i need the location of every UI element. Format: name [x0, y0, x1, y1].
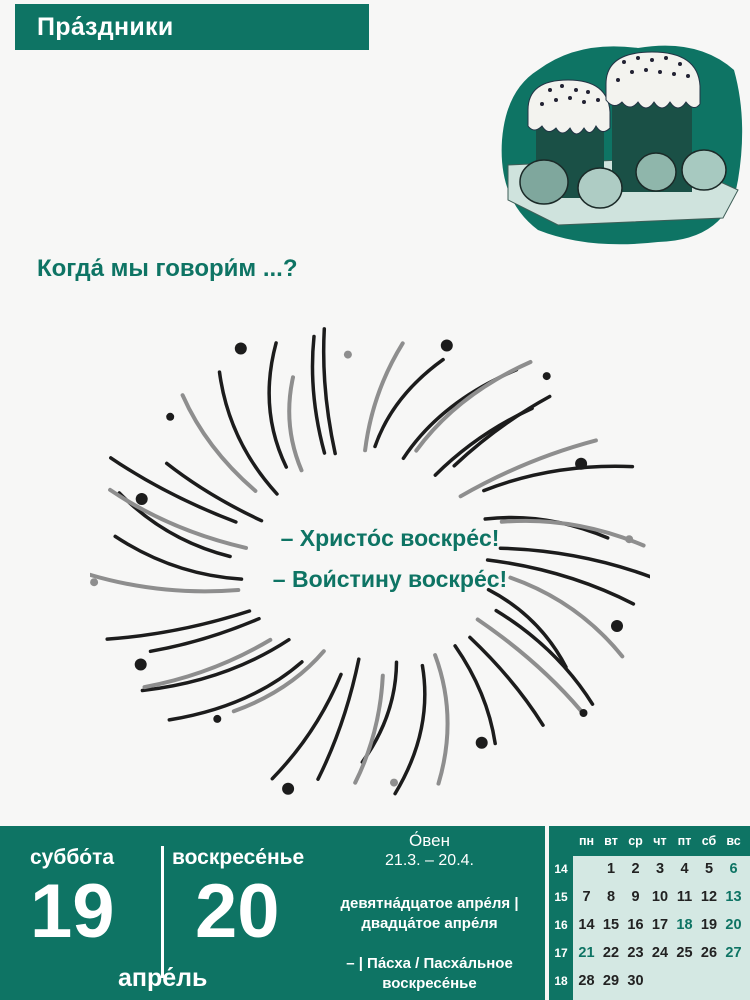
holiday-names — [322, 954, 537, 994]
weekday-header: сб — [701, 834, 717, 848]
calendar-day: 1 — [606, 861, 616, 877]
mini-calendar — [549, 826, 750, 1000]
zodiac-sign: О́вен — [409, 831, 450, 850]
burst-dot — [625, 535, 633, 543]
burst-ray — [496, 611, 592, 705]
date-names-line-1: девятна́дцатое апре́ля | — [340, 895, 519, 912]
calendar-grid — [573, 856, 750, 1000]
week-number: 15 — [554, 890, 568, 904]
calendar-day: 17 — [651, 917, 669, 933]
burst-dot — [476, 737, 488, 749]
month-label: апре́ль — [118, 964, 208, 992]
calendar-day: 8 — [606, 889, 616, 905]
calendar-day: 15 — [602, 917, 620, 933]
burst-dot — [213, 715, 221, 723]
calendar-day: 14 — [578, 917, 595, 933]
burst-ray — [272, 674, 341, 778]
burst-ray — [416, 362, 530, 451]
week-number: 18 — [554, 974, 568, 988]
burst-ray — [183, 395, 256, 491]
calendar-day: 27 — [725, 945, 742, 961]
calendar-day: 5 — [704, 861, 714, 877]
burst-ray — [289, 377, 301, 470]
burst-dot — [235, 343, 247, 355]
easter-kulich-eggs-icon — [498, 40, 744, 246]
burst-ray — [365, 343, 403, 450]
weekday-header: ср — [628, 834, 643, 848]
burst-ray — [470, 637, 543, 725]
holiday-line-1: – | Па́сха / Пасха́льное — [346, 955, 513, 972]
burst-dot — [611, 620, 623, 632]
burst-dot — [282, 783, 294, 795]
calendar-day: 24 — [651, 945, 669, 961]
burst-ray — [107, 611, 249, 639]
calendar-day: 19 — [700, 917, 718, 933]
calendar-day: 29 — [602, 973, 620, 989]
calendar-day: 3 — [655, 861, 665, 877]
burst-ray — [484, 466, 633, 490]
zodiac-range: 21.3. – 20.4. — [385, 852, 474, 869]
date-footer — [0, 826, 545, 1000]
weekday-header: вт — [604, 834, 618, 848]
calendar-day: 2 — [631, 861, 640, 877]
burst-ray — [355, 676, 383, 783]
burst-dot — [135, 659, 147, 671]
week-number: 16 — [554, 918, 568, 932]
calendar-day: 22 — [602, 945, 620, 961]
week-number: 14 — [554, 862, 568, 876]
calendar-day: 25 — [676, 945, 693, 961]
day1-number: 19 — [30, 869, 115, 954]
calendar-day: 6 — [729, 861, 738, 877]
calendar-day: 7 — [582, 889, 591, 905]
greeting-line-1: – Христо́с воскре́с! — [280, 525, 500, 551]
burst-dot — [136, 493, 148, 505]
burst-dot — [575, 458, 587, 470]
burst-dot — [580, 709, 588, 717]
calendar-day: 4 — [680, 861, 689, 877]
burst-ray — [455, 646, 495, 744]
calendar-day: 10 — [651, 889, 669, 905]
burst-ray — [145, 640, 271, 687]
firework-burst-icon — [90, 300, 650, 820]
burst-dot — [166, 413, 174, 421]
section-title: Пра́здники — [37, 13, 174, 41]
calendar-day: 21 — [578, 945, 595, 961]
date-names — [322, 894, 537, 934]
day2-name: воскресе́нье — [172, 846, 305, 869]
date-names-line-2: двадца́тое апре́ля — [361, 915, 498, 932]
greeting-line-2: – Вои́стину воскре́с! — [272, 566, 508, 592]
weekday-header: чт — [653, 834, 667, 848]
burst-ray — [454, 397, 550, 466]
calendar-day: 26 — [700, 945, 718, 961]
burst-ray — [395, 666, 425, 794]
calendar-day: 28 — [578, 973, 595, 989]
burst-dot — [441, 340, 453, 352]
weekday-header: пт — [677, 834, 692, 848]
day1-name: суббо́та — [30, 846, 115, 869]
calendar-day: 23 — [627, 945, 644, 961]
weekday-header: вс — [726, 834, 741, 848]
week-number: 17 — [554, 946, 568, 960]
burst-dot — [543, 372, 551, 380]
calendar-day: 20 — [725, 917, 742, 933]
section-header — [15, 4, 369, 50]
day2-number: 20 — [195, 869, 280, 954]
burst-ray — [269, 343, 286, 467]
holiday-line-2: воскресе́нье — [382, 975, 477, 992]
calendar-day: 9 — [631, 889, 640, 905]
burst-dot — [90, 578, 98, 586]
burst-ray — [324, 329, 336, 454]
calendar-day: 13 — [725, 889, 742, 905]
question-heading: Когда́ мы говори́м ...? — [37, 255, 298, 282]
calendar-day: 11 — [676, 889, 693, 905]
date-divider — [161, 846, 164, 978]
weekday-header: пн — [578, 834, 595, 848]
calendar-day: 16 — [627, 917, 644, 933]
calendar-day: 30 — [627, 973, 644, 989]
burst-dot — [344, 351, 352, 359]
burst-ray — [435, 655, 447, 784]
burst-dot — [390, 779, 398, 787]
calendar-day: 12 — [700, 889, 718, 905]
calendar-day: 18 — [676, 917, 693, 933]
